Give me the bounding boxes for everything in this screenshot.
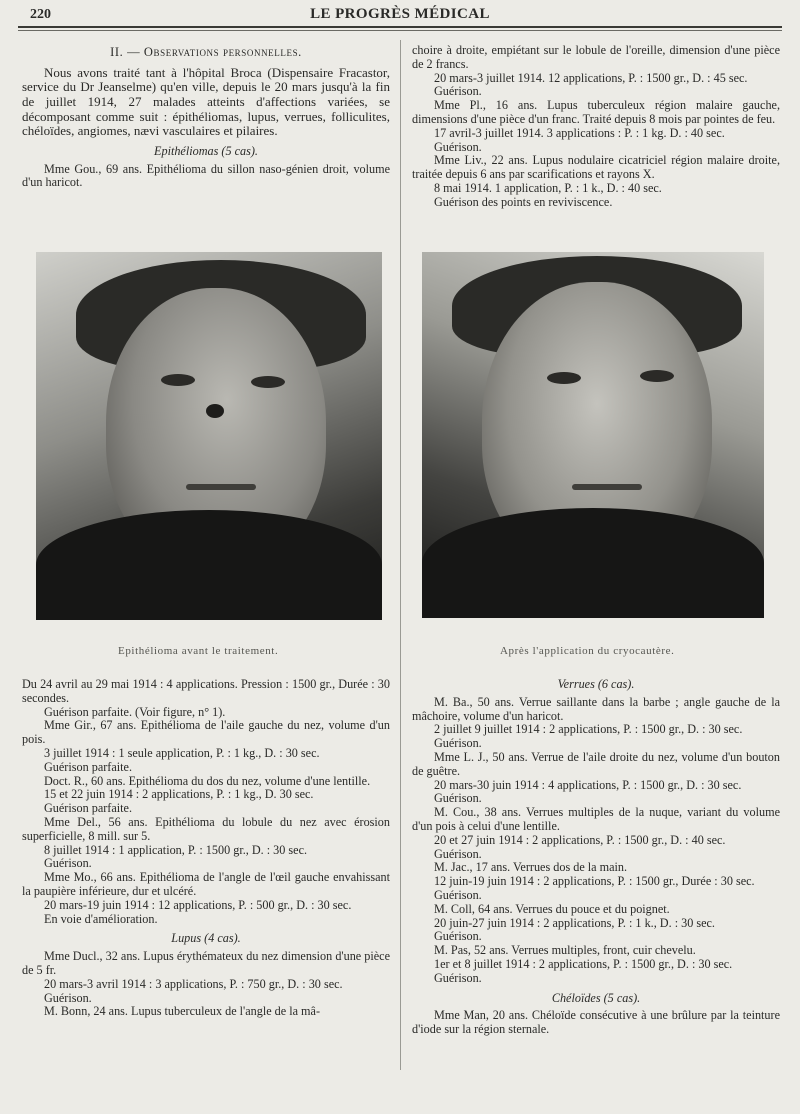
figure-before-treatment <box>36 252 382 620</box>
subsection-lupus: Lupus (4 cas). <box>171 931 241 946</box>
case-paragraph: M. Pas, 52 ans. Verrues multiples, front, cuir chevelu. <box>434 943 696 958</box>
case-paragraph: Guérison. <box>434 887 482 902</box>
case-paragraph: Mme Liv., 22 ans. Lupus nodulaire cicatriciel région malaire droite, traitée depuis 6 ans par scarifications et rayons X. <box>412 153 780 182</box>
case-paragraph: M. Ba., 50 ans. Verrue saillante dans la barbe ; angle gauche de la mâchoire, volume d'un haricot. <box>412 694 780 723</box>
case-paragraph: Guérison. <box>434 84 482 99</box>
case-paragraph: 15 et 22 juin 1914 : 2 applications, P. : 1 kg., D. 30 sec. <box>44 787 314 802</box>
case-paragraph: Guérison. <box>434 970 482 985</box>
case-paragraph: M. Jac., 17 ans. Verrues dos de la main. <box>434 860 628 875</box>
eye-shape <box>251 376 285 388</box>
case-paragraph: Mme Del., 56 ans. Epithélioma du lobule du nez avec érosion superficielle, 8 mill. sur 5. <box>22 814 390 843</box>
case-paragraph: Mme Gou., 69 ans. Epithélioma du sillon naso-génien droit, volume d'un haricot. <box>22 161 390 190</box>
case-paragraph: choire à droite, empiétant sur le lobule de l'oreille, dimension d'une pièce de 2 francs. <box>412 43 780 71</box>
figure-caption-left: Epithélioma avant le traitement. <box>118 645 279 657</box>
case-paragraph: Guérison parfaite. <box>44 759 132 774</box>
page-number: 220 <box>30 7 51 22</box>
case-paragraph: Guérison des points en reviviscence. <box>434 194 613 209</box>
case-paragraph: M. Cou., 38 ans. Verrues multiples de la nuque, variant du volume d'un pois à celui d'une lentille. <box>412 805 780 833</box>
case-paragraph: Guérison. <box>434 139 482 154</box>
case-paragraph: 12 juin-19 juin 1914 : 2 applications, P. : 1500 gr., Durée : 30 sec. <box>434 874 755 889</box>
column-divider <box>400 40 401 1070</box>
case-paragraph: Mme Pl., 16 ans. Lupus tuberculeux région malaire gauche, dimensions d'une pièce d'un franc. Traité depuis 8 mois par pointes de feu. <box>412 98 780 126</box>
garment-shape <box>422 508 764 618</box>
case-paragraph: 20 mars-3 juillet 1914. 12 applications, P. : 1500 gr., D. : 45 sec. <box>434 70 748 85</box>
case-paragraph: 2 juillet 9 juillet 1914 : 2 applications, P. : 1500 gr., D. : 30 sec. <box>434 722 743 737</box>
subsection-epitheliomas: Epithéliomas (5 cas). <box>154 143 258 158</box>
case-paragraph: 8 juillet 1914 : 1 application, P. : 1500 gr., D. : 30 sec. <box>44 842 308 857</box>
figure-after-treatment <box>422 252 764 618</box>
right-column-bottom <box>412 678 780 1037</box>
case-paragraph: Guérison. <box>434 846 482 861</box>
header-rule <box>18 26 782 28</box>
left-column-top <box>22 46 390 190</box>
right-column-top <box>412 44 780 210</box>
case-paragraph: Guérison. <box>44 990 92 1005</box>
case-paragraph: Mme Man, 20 ans. Chéloïde consécutive à une brûlure par la teinture d'iode sur la région sternale. <box>412 1008 780 1037</box>
case-paragraph: Mme Gir., 67 ans. Epithélioma de l'aile gauche du nez, volume d'un pois. <box>22 718 390 747</box>
lesion-mark <box>206 404 224 418</box>
case-paragraph: Guérison. <box>44 856 92 871</box>
case-paragraph: En voie d'amélioration. <box>44 911 158 926</box>
case-paragraph: Mme L. J., 50 ans. Verrue de l'aile droite du nez, volume d'un bouton de guêtre. <box>412 749 780 778</box>
case-paragraph: Guérison parfaite. (Voir figure, n° 1). <box>44 704 226 719</box>
case-paragraph: M. Bonn, 24 ans. Lupus tuberculeux de l'angle de la mâ- <box>44 1004 321 1019</box>
case-paragraph: 20 mars-19 juin 1914 : 12 applications, P. : 500 gr., D. : 30 sec. <box>44 897 352 912</box>
case-paragraph: 20 mars-3 avril 1914 : 3 applications, P. : 750 gr., D. : 30 sec. <box>44 976 343 991</box>
case-paragraph: Guérison. <box>434 736 482 751</box>
case-paragraph: 8 mai 1914. 1 application, P. : 1 k., D. : 40 sec. <box>434 180 662 195</box>
intro-paragraph: Nous avons traité tant à l'hôpital Broca (Dispensaire Fracastor, service du Dr Jeanselme) qu'en ville, depuis le 20 mars jusqu'à la fin de juillet 1914, 27 malades atteints d'affections variées, se décomposant comme suit : épithéliomas, lupus, verrues, folliculites, chéloïdes, angiomes, nævi vasculaires et pilaires. <box>22 64 390 139</box>
case-paragraph: 3 juillet 1914 : 1 seule application, P. : 1 kg., D. : 30 sec. <box>44 745 320 760</box>
case-paragraph: 20 mars-30 juin 1914 : 4 applications, P. : 1500 gr., D. : 30 sec. <box>434 777 742 792</box>
case-paragraph: Doct. R., 60 ans. Epithélioma du dos du nez, volume d'une lentille. <box>44 773 371 788</box>
case-paragraph: Du 24 avril au 29 mai 1914 : 4 applications. Pression : 1500 gr., Durée : 30 secondes. <box>22 677 390 705</box>
case-paragraph: 1er et 8 juillet 1914 : 2 applications, P. : 1500 gr., D. : 30 sec. <box>434 956 733 971</box>
garment-shape <box>36 510 382 620</box>
section-heading: II. — Observations personnelles. <box>110 45 302 59</box>
mouth-shape <box>186 484 256 490</box>
running-title: LE PROGRÈS MÉDICAL <box>310 6 490 22</box>
eye-shape <box>640 370 674 382</box>
case-paragraph: M. Coll, 64 ans. Verrues du pouce et du poignet. <box>434 901 670 916</box>
figure-caption-right: Après l'application du cryocautère. <box>500 645 675 657</box>
subsection-verrues: Verrues (6 cas). <box>557 677 635 691</box>
case-paragraph: 17 avril-3 juillet 1914. 3 applications : P. : 1 kg. D. : 40 sec. <box>434 125 725 140</box>
case-paragraph: 20 juin-27 juin 1914 : 2 applications, P. : 1 k., D. : 30 sec. <box>434 915 715 930</box>
case-paragraph: 20 et 27 juin 1914 : 2 applications, P. : 1500 gr., D. : 40 sec. <box>434 832 726 847</box>
mouth-shape <box>572 484 642 490</box>
header-rule-thin <box>18 30 782 31</box>
case-paragraph: Mme Mo., 66 ans. Epithélioma de l'angle de l'œil gauche envahissant la paupière inférieure, dur et ulcéré. <box>22 870 390 898</box>
eye-shape <box>547 372 581 384</box>
subsection-cheloides: Chéloïdes (5 cas). <box>551 990 641 1005</box>
case-paragraph: Guérison parfaite. <box>44 801 132 816</box>
case-paragraph: Guérison. <box>434 791 482 806</box>
left-column-bottom <box>22 678 390 1019</box>
case-paragraph: Mme Ducl., 32 ans. Lupus érythémateux du nez dimension d'une pièce de 5 fr. <box>22 949 390 977</box>
eye-shape <box>161 374 195 386</box>
case-paragraph: Guérison. <box>434 929 482 944</box>
